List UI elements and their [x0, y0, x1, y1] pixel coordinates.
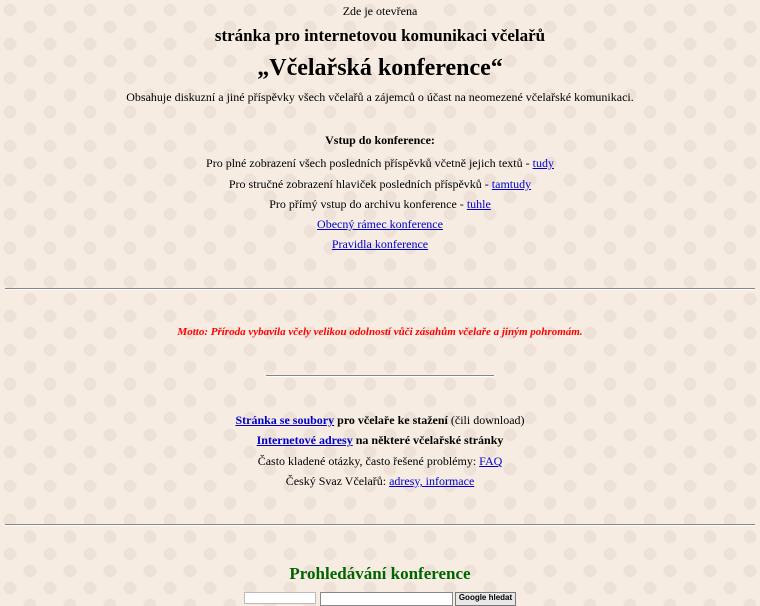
divider-bottom	[5, 524, 755, 526]
entry-line-full	[0, 156, 760, 171]
addresses-line	[0, 433, 760, 448]
csv-line-text: Český Svaz Včelařů:	[285, 474, 390, 488]
divider-short	[266, 375, 494, 377]
faq-line-text: Často kladené otázky, často řešené problémy:	[257, 454, 480, 468]
csv-line	[0, 474, 760, 489]
google-logo-icon	[244, 592, 316, 604]
entry-line-headers-text: Pro stručné zobrazení hlaviček posledních příspěvků -	[228, 177, 492, 191]
intro-text: Zde je otevřena	[342, 4, 418, 18]
files-line-note: (čili download)	[447, 413, 525, 427]
faq-line	[0, 454, 760, 469]
link-csv-info[interactable]: adresy, informace	[389, 474, 475, 488]
search-button[interactable]: Google hledat	[455, 592, 516, 606]
entry-line-full-text: Pro plné zobrazení všech posledních příspěvků včetně jejich textů -	[206, 156, 533, 170]
link-tudy[interactable]: tudy	[532, 156, 554, 170]
motto-text: Motto: Příroda vybavila včely velikou odolností vůči zásahům včelaře a jiným pohromám.	[177, 326, 583, 338]
entry-line-archive-text: Pro přímý vstup do archivu konference -	[269, 197, 467, 211]
page-subtitle: stránka pro internetovou komunikaci včelařů	[214, 26, 546, 45]
files-line-text: pro včelaře ke stažení	[334, 413, 448, 427]
page-title: „Včelařská konference“	[257, 55, 503, 81]
link-files-page[interactable]: Stránka se soubory	[235, 413, 335, 427]
search-heading: Prohledávání konference	[289, 564, 471, 583]
link-conference-rules[interactable]: Pravidla konference	[331, 237, 429, 251]
entry-line-archive	[0, 197, 760, 212]
page-description: Obsahuje diskuzní a jiné příspěvky všech včelařů a zájemců o účast na neomezené včelařské komunikaci.	[126, 90, 634, 104]
addresses-line-text: na některé včelařské stránky	[352, 433, 504, 447]
link-tuhle[interactable]: tuhle	[466, 197, 491, 211]
entry-line-rules	[0, 237, 760, 252]
link-faq[interactable]: FAQ	[479, 454, 503, 468]
link-internet-addresses[interactable]: Internetové adresy	[256, 433, 353, 447]
entry-heading: Vstup do konference:	[325, 133, 435, 147]
divider-top	[5, 288, 755, 290]
entry-line-frame	[0, 217, 760, 232]
link-conference-frame[interactable]: Obecný rámec konference	[317, 217, 443, 231]
files-line	[0, 413, 760, 428]
entry-line-headers	[0, 177, 760, 192]
link-tamtudy[interactable]: tamtudy	[491, 177, 532, 191]
search-input[interactable]	[320, 592, 453, 606]
